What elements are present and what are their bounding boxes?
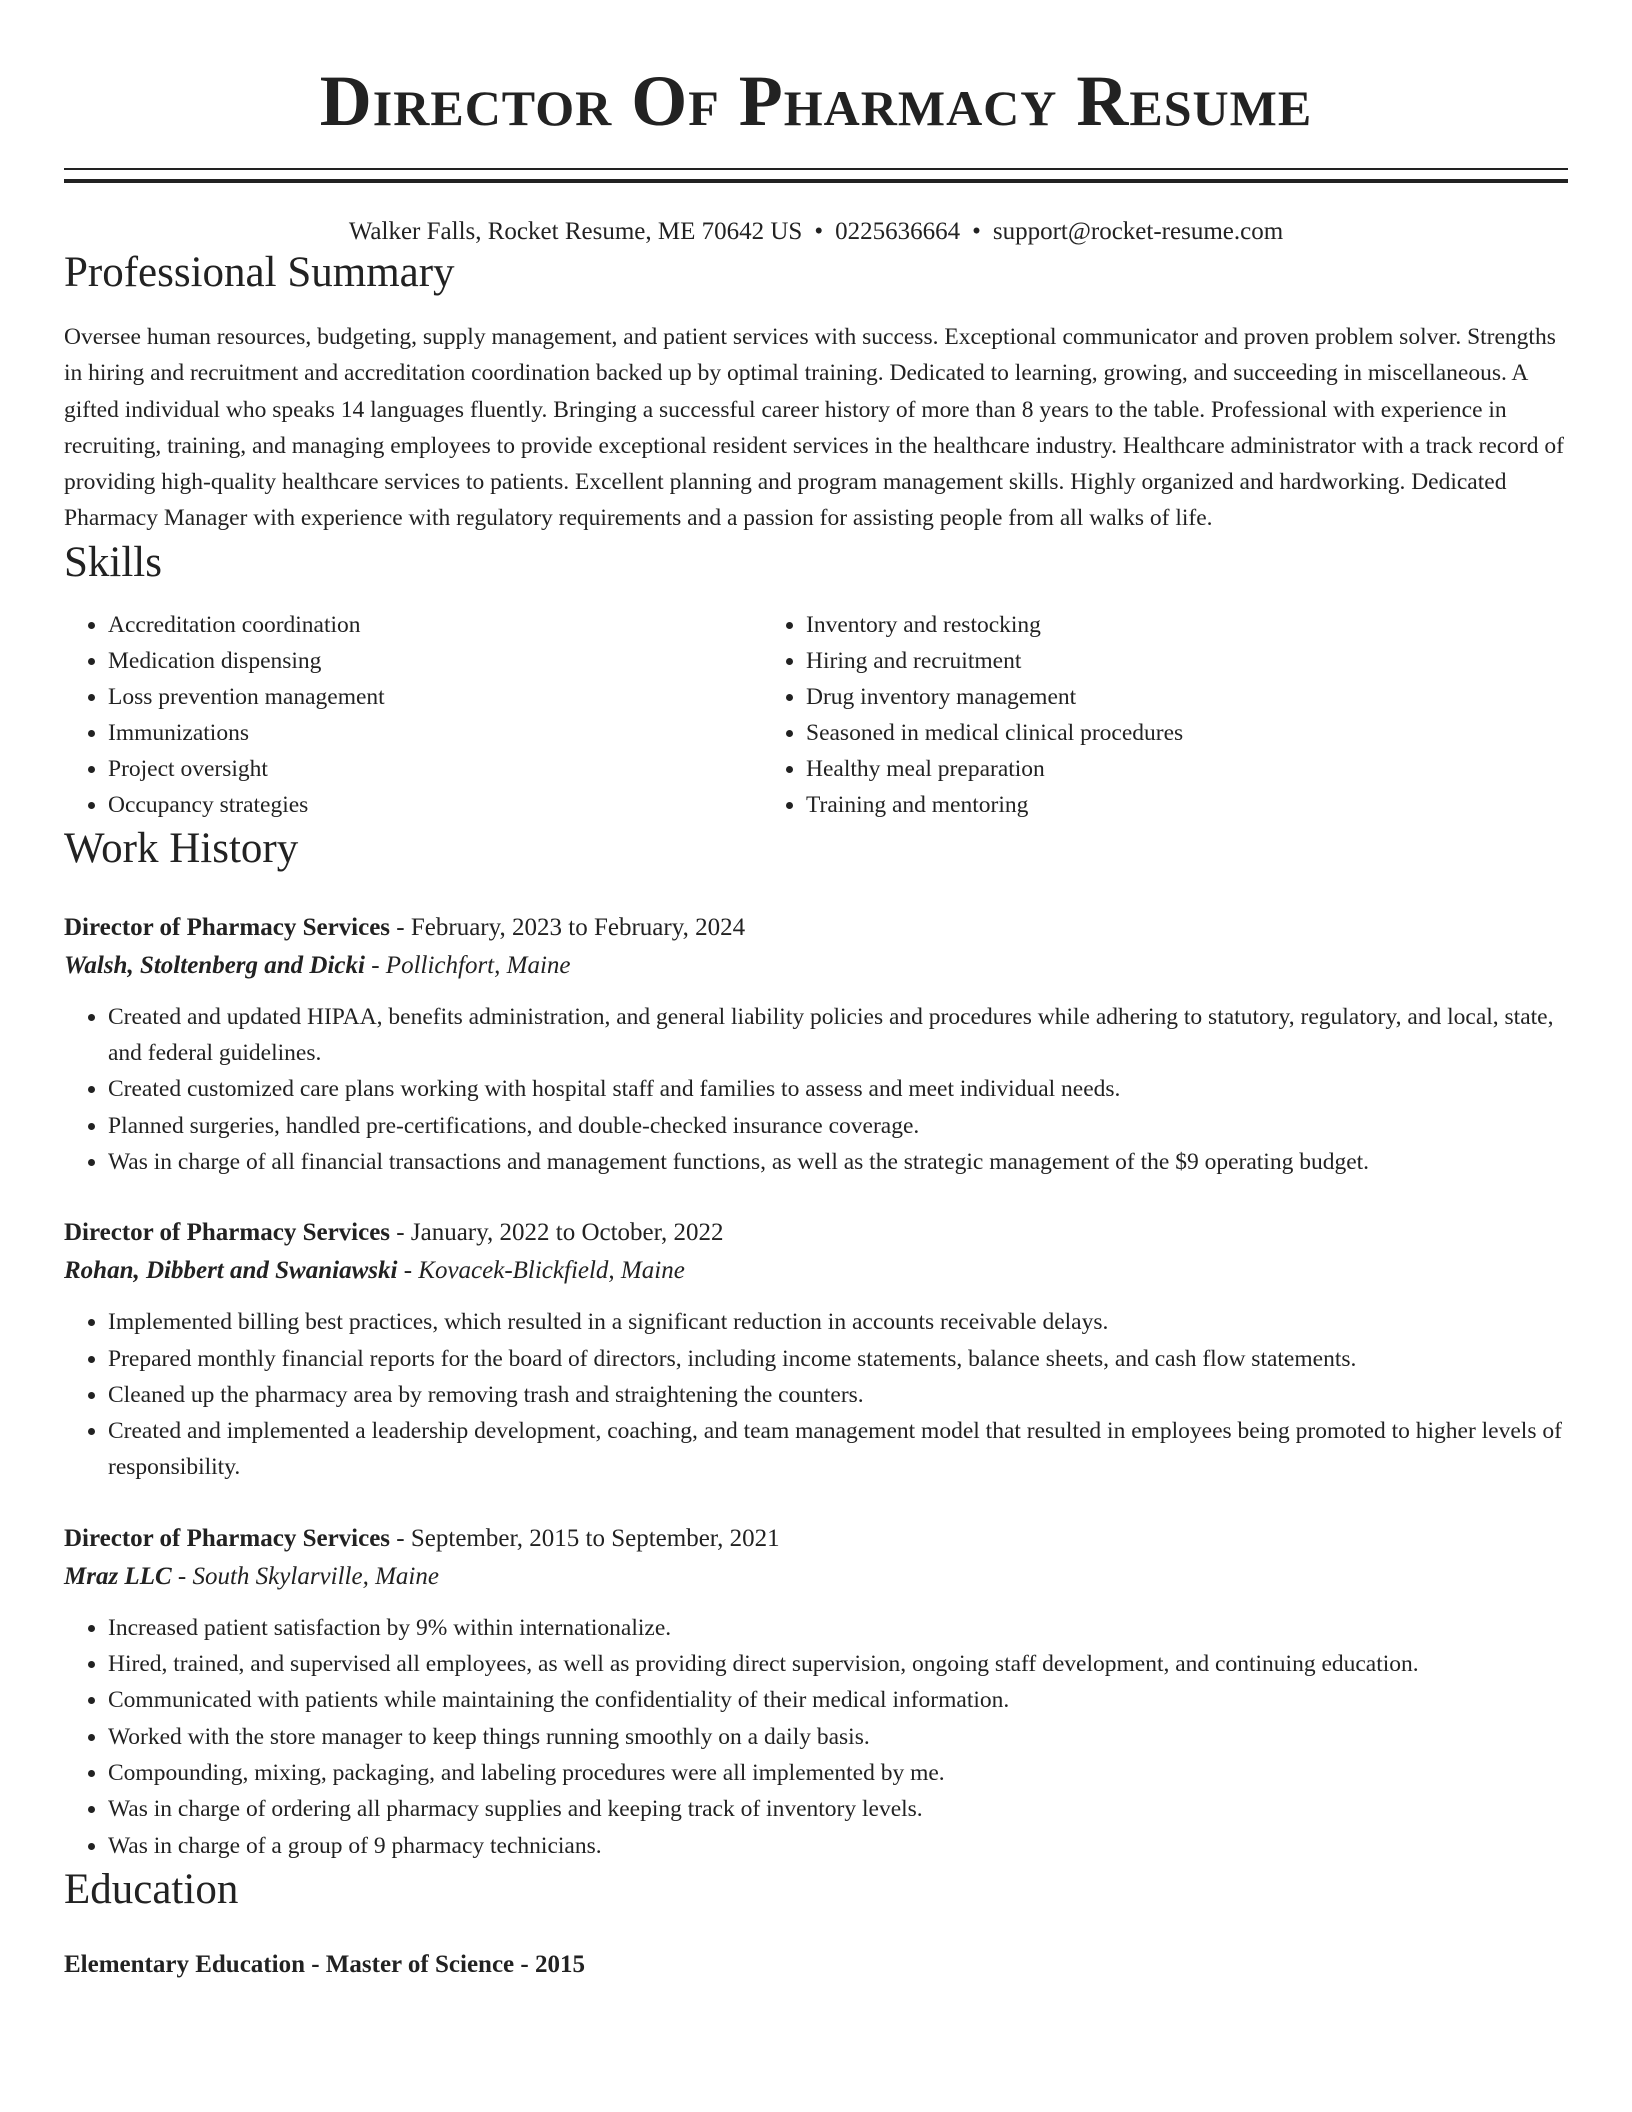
job-company-line <box>64 1252 1568 1290</box>
skill-item: • Seasoned in medical clinical procedures <box>806 715 1183 751</box>
job-bullet: • Worked with the store manager to keep things running smoothly on a daily basis. <box>108 1719 1568 1755</box>
job-bullet: • Created customized care plans working with hospital staff and families to assess and meet individual needs. <box>108 1071 1568 1107</box>
skill-item: • Drug inventory management <box>806 679 1183 715</box>
skills-column-right <box>762 607 1183 823</box>
contact-separator: • <box>814 218 824 245</box>
contact-address: Walker Falls, Rocket Resume, ME 70642 US <box>348 218 803 245</box>
job-bullet: • Compounding, mixing, packaging, and labeling procedures were all implemented by me. <box>108 1755 1568 1791</box>
skill-item: • Occupancy strategies <box>108 787 762 823</box>
job-bullet: • Implemented billing best practices, which resulted in a significant reduction in accounts receivable delays. <box>108 1304 1568 1340</box>
title-double-rule <box>64 168 1568 183</box>
job-company: Walsh, Stoltenberg and Dicki <box>64 951 365 979</box>
resume-title: Director Of Pharmacy Resume <box>319 61 1313 141</box>
job-location: - Pollichfort, Maine <box>364 951 571 979</box>
job-entry <box>64 909 1568 1180</box>
skill-item: • Loss prevention management <box>108 679 762 715</box>
skill-item: • Training and mentoring <box>806 787 1183 823</box>
skills-column-left <box>64 607 762 823</box>
contact-phone: 0225636664 <box>835 218 961 245</box>
job-dates: - September, 2015 to September, 2021 <box>390 1524 780 1552</box>
work-history-heading: Work History <box>64 824 299 872</box>
contact-separator: • <box>972 218 981 245</box>
job-bullet: • Created and updated HIPAA, benefits administration, and general liability policies and procedures while adhering to statutory, regulatory, and local, state, and federal guidelines. <box>108 999 1568 1072</box>
skills-heading: Skills <box>64 538 162 586</box>
job-title-line <box>64 909 1568 947</box>
job-bullet: • Prepared monthly financial reports for the board of directors, including income statements, balance sheets, and cash flow statements. <box>108 1341 1568 1377</box>
job-title-line <box>64 1520 1568 1558</box>
job-company-line <box>64 947 1568 985</box>
skill-item: • Project oversight <box>108 751 762 787</box>
job-bullet: • Was in charge of a group of 9 pharmacy technicians. <box>108 1828 1568 1864</box>
job-title: Director of Pharmacy Services <box>64 1219 391 1247</box>
job-bullet: • Cleaned up the pharmacy area by removing trash and straightening the counters. <box>108 1377 1568 1413</box>
job-title: Director of Pharmacy Services <box>64 913 391 941</box>
job-bullet: • Created and implemented a leadership development, coaching, and team management model that resulted in employees being promoted to higher levels of responsibility. <box>108 1413 1568 1486</box>
job-location: - South Skylarville, Maine <box>171 1562 439 1590</box>
job-company-line <box>64 1558 1568 1596</box>
education-entry-text: Elementary Education - Master of Science - 2015 <box>64 1950 585 1978</box>
job-company: Rohan, Dibbert and Swaniawski <box>64 1257 398 1285</box>
skill-item: • Accreditation coordination <box>108 607 762 643</box>
job-bullet: • Was in charge of all financial transactions and management functions, as well as the strategic management of the $9 operating budget. <box>108 1144 1568 1180</box>
job-bullets <box>64 999 1568 1180</box>
job-entry <box>64 1520 1568 1864</box>
summary-heading: Professional Summary <box>64 249 455 296</box>
job-location: - Kovacek-Blickfield, Maine <box>397 1257 685 1285</box>
job-bullet: • Planned surgeries, handled pre-certifications, and double-checked insurance coverage. <box>108 1108 1568 1144</box>
education-entry <box>64 1946 1568 1984</box>
job-entry <box>64 1214 1568 1485</box>
job-title-line <box>64 1214 1568 1252</box>
contact-line <box>64 217 1568 247</box>
summary-text: Oversee human resources, budgeting, supply management, and patient services with success. Exceptional communicator and proven problem solver. Strengths in hiring and recruitment and accreditation coordination backed up by optimal training. Dedicated to learning, growing, and succeeding in miscellaneous. A gifted individual who speaks 14 languages fluently. Bringing a successful career history of more than 8 years to the table. Professional with experience in recruiting, training, and managing employees to provide exceptional resident services in the healthcare industry. Healthcare administrator with a track record of providing high-quality healthcare services to patients. Excellent planning and program management skills. Highly organized and hardworking. Dedicated Pharmacy Manager with experience with regulatory requirements and a passion for assisting people from all walks of life. <box>64 324 1564 532</box>
job-title: Director of Pharmacy Services <box>64 1524 391 1552</box>
job-bullets <box>64 1304 1568 1485</box>
job-bullet: • Increased patient satisfaction by 9% within internationalize. <box>108 1610 1568 1646</box>
skill-item: • Medication dispensing <box>108 643 762 679</box>
job-dates: - January, 2022 to October, 2022 <box>390 1219 724 1247</box>
job-bullet: • Communicated with patients while maintaining the confidentiality of their medical information. <box>108 1682 1568 1718</box>
skill-item: • Hiring and recruitment <box>806 643 1183 679</box>
skills-list <box>64 607 1568 823</box>
contact-email[interactable]: support@rocket-resume.com <box>992 218 1284 245</box>
job-bullets <box>64 1610 1568 1864</box>
job-dates: - February, 2023 to February, 2024 <box>390 913 746 941</box>
job-bullet: • Hired, trained, and supervised all employees, as well as providing direct supervision, ongoing staff development, and continuing education. <box>108 1646 1568 1682</box>
skill-item: • Immunizations <box>108 715 762 751</box>
skill-item: • Healthy meal preparation <box>806 751 1183 787</box>
skill-item: • Inventory and restocking <box>806 607 1183 643</box>
education-heading: Education <box>64 1865 239 1913</box>
job-bullet: • Was in charge of ordering all pharmacy supplies and keeping track of inventory levels. <box>108 1791 1568 1827</box>
job-company: Mraz LLC <box>64 1562 172 1590</box>
